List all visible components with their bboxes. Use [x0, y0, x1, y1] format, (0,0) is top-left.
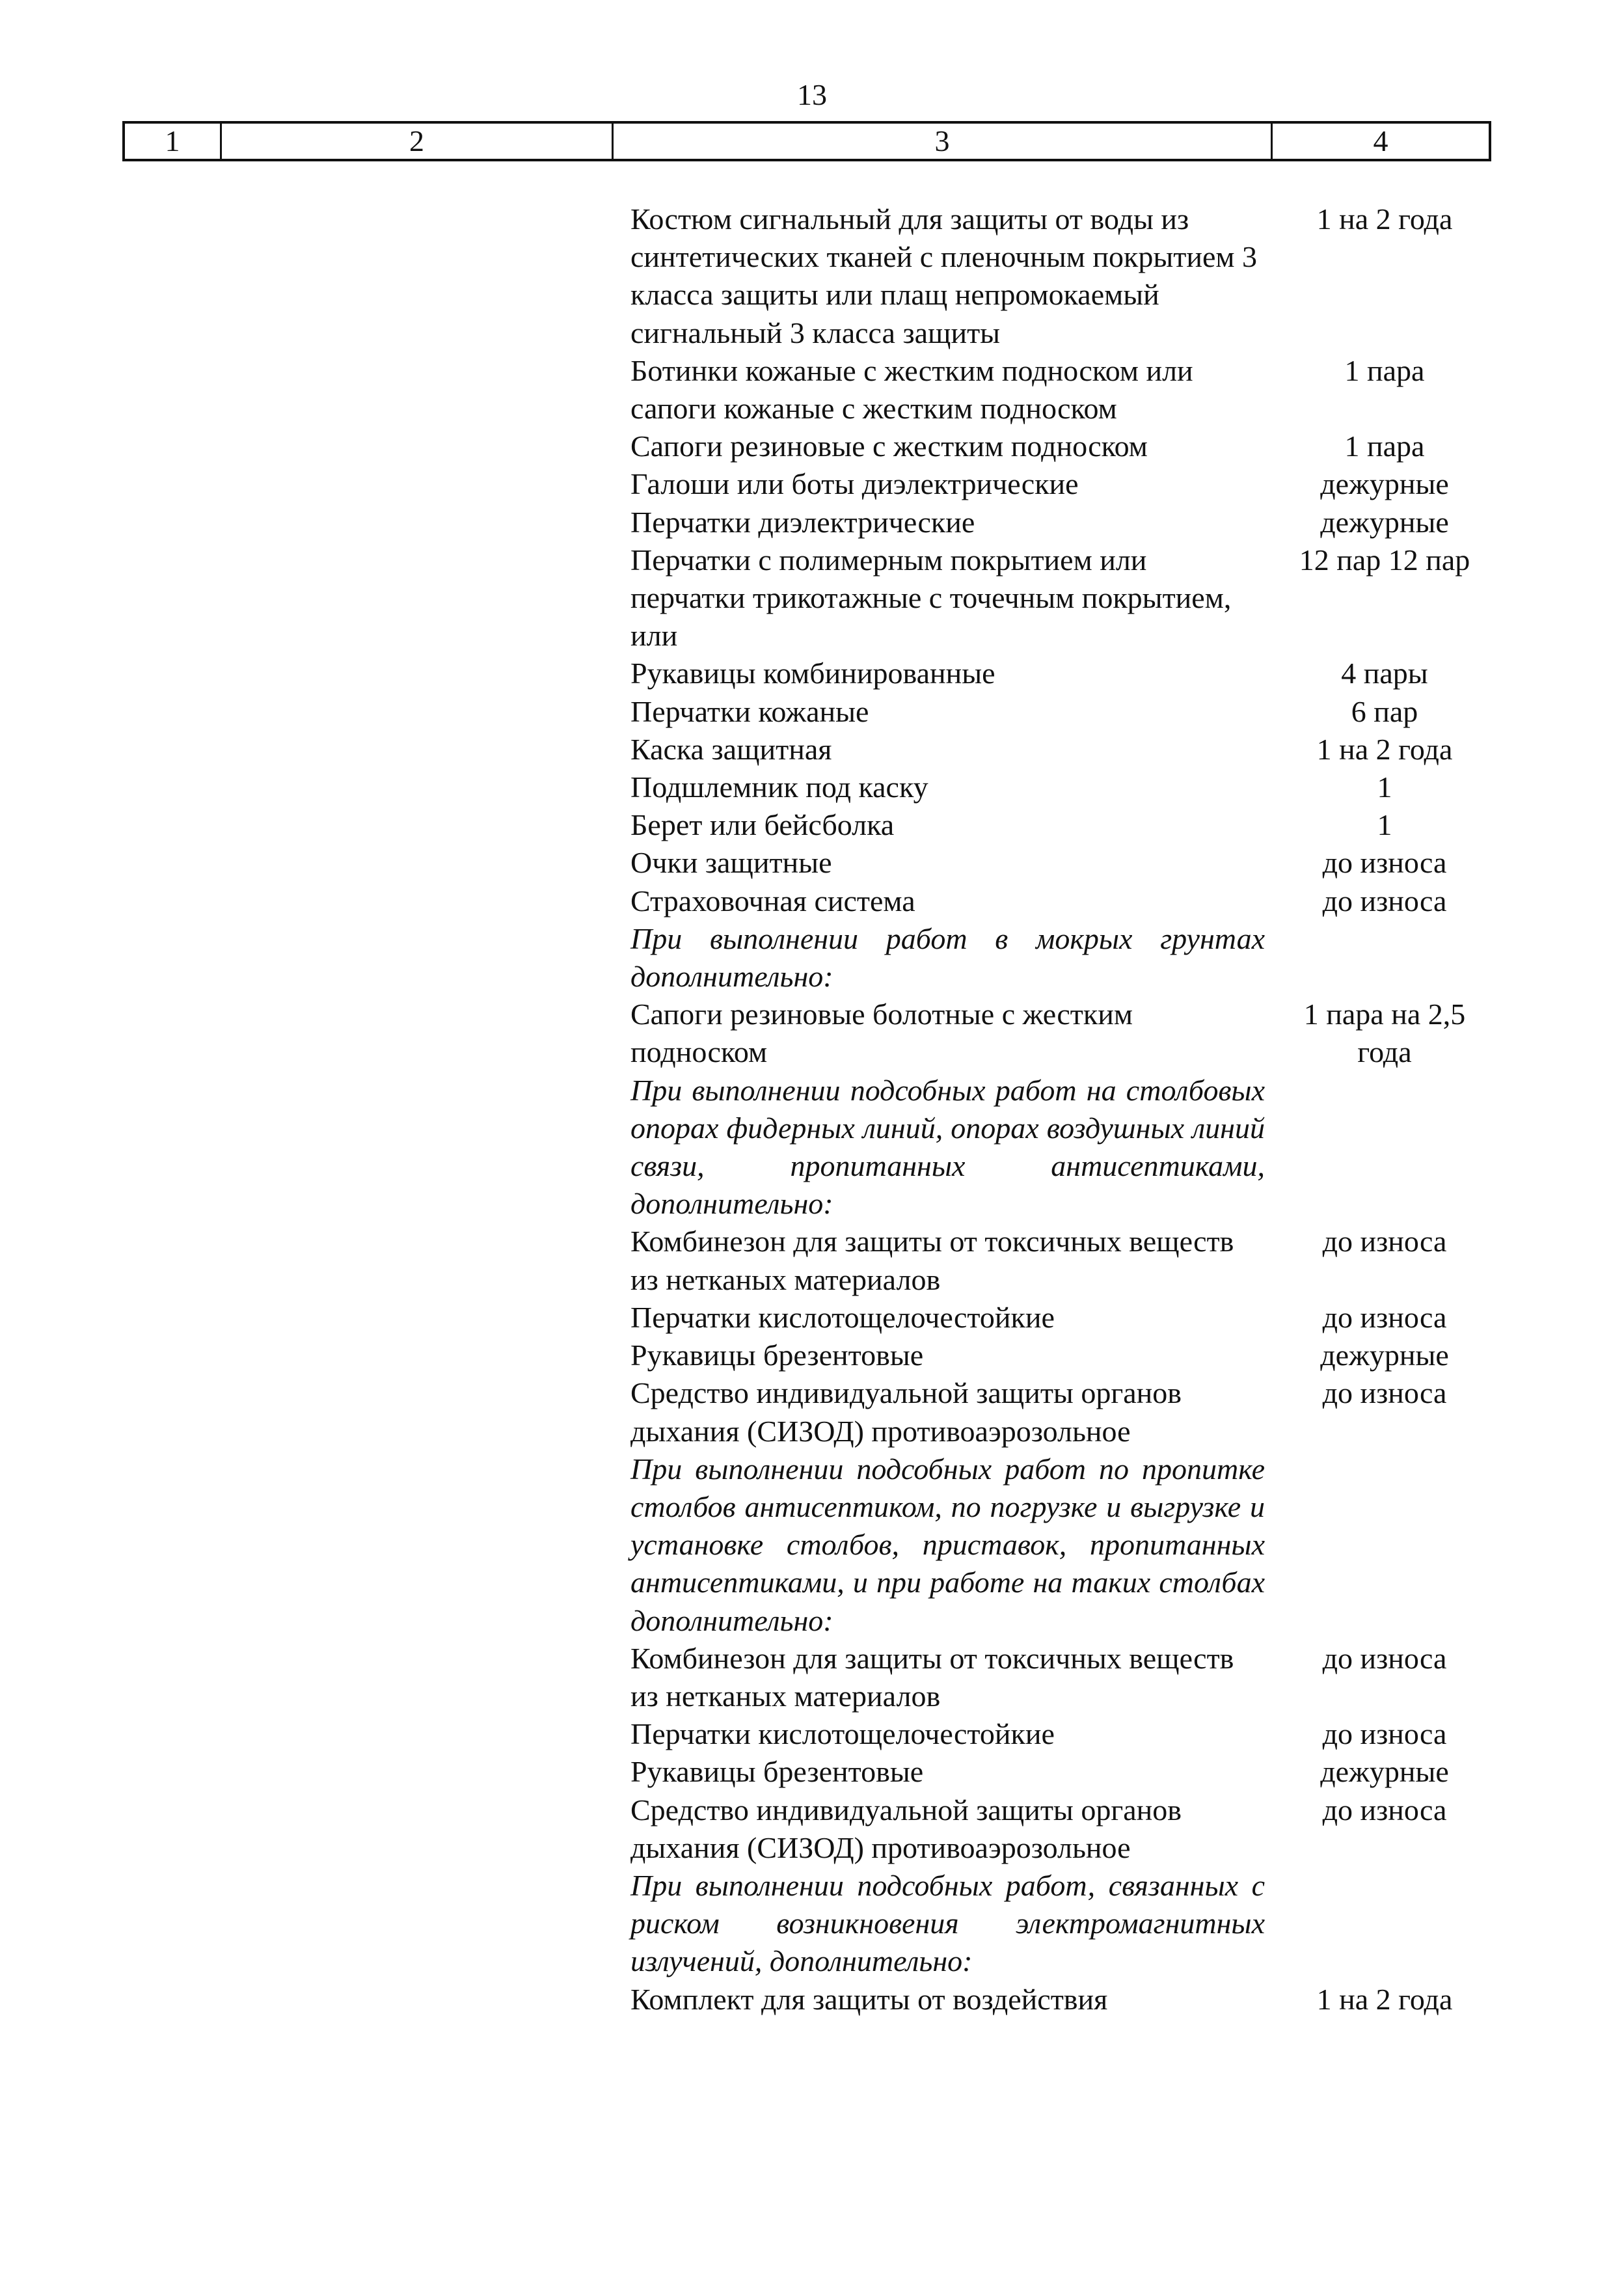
column-number-2: 2 [222, 124, 614, 159]
condition-note-row [630, 920, 1491, 996]
ppe-item-name: Рукавицы брезентовые [630, 1338, 924, 1372]
ppe-item-name: Очки защитные [630, 846, 832, 880]
ppe-item-name: Перчатки диэлектрические [630, 505, 975, 539]
issue-norm: до износа [1322, 1793, 1447, 1827]
issue-norm: дежурные [1320, 1755, 1449, 1789]
issue-norm: до износа [1322, 846, 1447, 880]
condition-note-row [630, 1867, 1491, 1981]
ppe-list [630, 200, 1491, 2018]
table-row [630, 806, 1491, 844]
table-row [630, 1981, 1491, 2018]
column-number-3: 3 [614, 124, 1273, 159]
condition-note-row [630, 1450, 1491, 1640]
issue-norm: до износа [1322, 1225, 1447, 1258]
table-row [630, 1337, 1491, 1374]
table-row [630, 655, 1491, 692]
table-row [630, 1640, 1491, 1715]
ppe-item-name: Комбинезон для защиты от токсичных веществ из нетканых материалов [630, 1641, 1234, 1713]
issue-norm: 1 на 2 года [1316, 202, 1453, 236]
table-row [630, 768, 1491, 806]
table-row [630, 541, 1491, 655]
ppe-item-name: Сапоги резиновые болотные с жестким подноском [630, 998, 1133, 1069]
ppe-item-name: Перчатки кожаные [630, 694, 869, 728]
ppe-item-name: Галоши или боты диэлектрические [630, 467, 1079, 501]
ppe-item-name: Рукавицы брезентовые [630, 1755, 924, 1789]
condition-note-row [630, 1072, 1491, 1223]
issue-norm: до износа [1322, 1717, 1447, 1751]
table-row [630, 882, 1491, 920]
ppe-item-name: Комбинезон для защиты от токсичных веществ из нетканых материалов [630, 1225, 1234, 1296]
table-row [630, 1374, 1491, 1450]
issue-norm: 1 [1377, 808, 1392, 842]
ppe-item-name: Перчатки кислотощелочестойкие [630, 1717, 1055, 1751]
issue-norm: до износа [1322, 884, 1447, 917]
issue-norm: до износа [1322, 1300, 1447, 1334]
issue-norm: 1 пара [1344, 353, 1425, 387]
table-row [630, 1753, 1491, 1791]
issue-norm: до износа [1322, 1376, 1447, 1410]
table-row [630, 1791, 1491, 1867]
table-row [630, 844, 1491, 882]
issue-norm: 1 [1377, 770, 1392, 804]
table-row [630, 1715, 1491, 1753]
table-row [630, 1223, 1491, 1298]
table-row [630, 731, 1491, 768]
condition-note-text: При выполнении подсобных работ по пропитке столбов антисептиком, по погрузке и выгрузке и установке столбов, приставок, пропитанных антисептиками, и при работе на таких столбах дополнительно: [630, 1452, 1265, 1637]
table-row [630, 352, 1491, 428]
table-row [630, 693, 1491, 731]
table-row [630, 996, 1491, 1071]
table-row [630, 504, 1491, 541]
issue-norm: дежурные [1320, 467, 1449, 501]
ppe-item-name: Комплект для защиты от воздействия [630, 1982, 1108, 2016]
issue-norm: 1 пара [1344, 429, 1425, 463]
issue-norm: 1 на 2 года [1316, 732, 1453, 766]
table-column-header [122, 121, 1491, 161]
issue-norm: 6 пар [1351, 694, 1418, 728]
issue-norm: 4 пары [1341, 657, 1428, 690]
condition-note-text: При выполнении подсобных работ, связанных с риском возникновения электромагнитных излучений, дополнительно: [630, 1868, 1265, 1978]
ppe-item-name: Сапоги резиновые с жестким подноском [630, 429, 1148, 463]
issue-norm: дежурные [1320, 1338, 1449, 1372]
ppe-item-name: Перчатки кислотощелочестойкие [630, 1300, 1055, 1334]
ppe-item-name: Средство индивидуальной защиты органов дыхания (СИЗОД) противоаэрозольное [630, 1793, 1182, 1864]
issue-norm: 1 пара на 2,5 года [1303, 998, 1466, 1069]
table-row [630, 465, 1491, 503]
ppe-item-name: Костюм сигнальный для защиты от воды из синтетических тканей с пленочным покрытием 3 класса защиты или плащ непромокаемый сигнальный 3 класса защиты [630, 202, 1258, 349]
table-row [630, 428, 1491, 465]
ppe-item-name: Страховочная система [630, 884, 915, 917]
ppe-item-name: Каска защитная [630, 732, 832, 766]
issue-norm: 12 пар 12 пар [1299, 543, 1470, 577]
column-number-4: 4 [1373, 124, 1388, 157]
page-number: 13 [797, 78, 827, 111]
ppe-item-name: Перчатки с полимерным покрытием или перчатки трикотажные с точечным покрытием, или [630, 543, 1232, 653]
ppe-item-name: Берет или бейсболка [630, 808, 895, 842]
column-number-1: 1 [125, 124, 222, 159]
ppe-item-name: Средство индивидуальной защиты органов дыхания (СИЗОД) противоаэрозольное [630, 1376, 1182, 1448]
ppe-item-name: Рукавицы комбинированные [630, 657, 995, 690]
table-row [630, 200, 1491, 352]
ppe-item-name: Подшлемник под каску [630, 770, 928, 804]
issue-norm: дежурные [1320, 505, 1449, 539]
ppe-item-name: Ботинки кожаные с жестким подноском или сапоги кожаные с жестким подноском [630, 353, 1193, 426]
condition-note-text: При выполнении подсобных работ на столбовых опорах фидерных линий, опорах воздушных линий связи, пропитанных антисептиками, дополнительно: [630, 1073, 1265, 1221]
issue-norm: до износа [1322, 1641, 1447, 1675]
condition-note-text: При выполнении работ в мокрых грунтах дополнительно: [630, 921, 1265, 994]
issue-norm: 1 на 2 года [1316, 1982, 1453, 2016]
table-row [630, 1299, 1491, 1337]
